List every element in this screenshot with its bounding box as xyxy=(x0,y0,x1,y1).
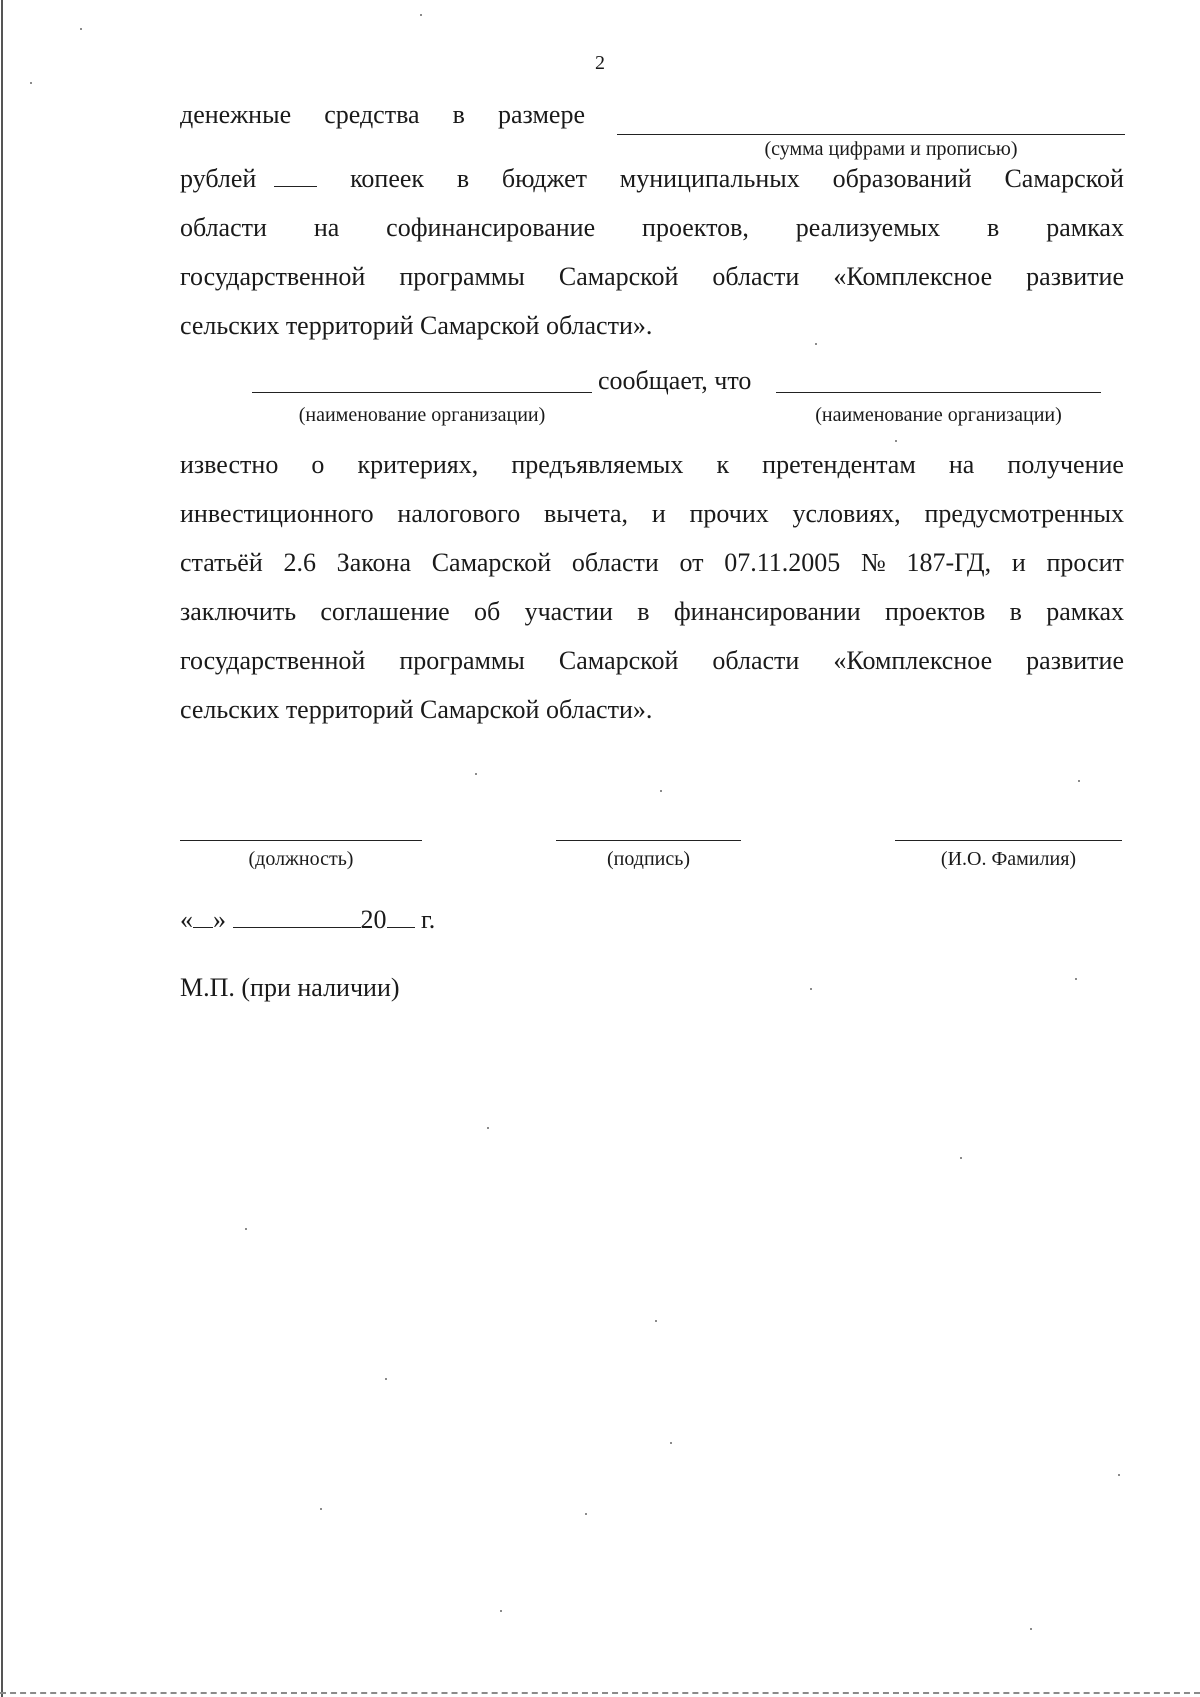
word: заключить xyxy=(180,597,297,626)
page-number: 2 xyxy=(595,52,605,74)
word: софинансирование xyxy=(386,213,596,242)
word: «Комплексное xyxy=(833,646,993,675)
word: развитие xyxy=(1026,262,1124,291)
day-blank xyxy=(193,926,213,928)
scan-bottom-edge xyxy=(0,1692,1200,1694)
org-caption-left: (наименование организации) xyxy=(298,404,546,426)
date-open-quote: « xyxy=(180,905,193,934)
year-prefix: 20 xyxy=(360,905,387,934)
position-caption: (должность) xyxy=(248,848,354,870)
word: на xyxy=(313,213,340,242)
stamp-note: М.П. (при наличии) xyxy=(180,973,400,1002)
year-blank xyxy=(387,926,415,928)
word: Самарской xyxy=(558,646,679,675)
word: соглашение xyxy=(320,597,450,626)
year-suffix: г. xyxy=(421,905,436,934)
word: критериях, xyxy=(357,450,479,479)
position-blank xyxy=(180,840,422,841)
word: рамках xyxy=(1046,213,1124,242)
word: проектов xyxy=(884,597,986,626)
scan-left-edge xyxy=(1,0,3,1697)
word: в xyxy=(456,164,470,193)
word: денежные xyxy=(180,100,292,129)
text-line xyxy=(180,597,1124,631)
word: области xyxy=(571,548,659,577)
word: предъявляемых xyxy=(511,450,684,479)
word: средства xyxy=(324,100,420,129)
word: 187-ГД, xyxy=(906,548,992,577)
word: рамках xyxy=(1046,597,1124,626)
org-blank-left xyxy=(252,392,592,393)
word: Закона xyxy=(336,548,412,577)
word: условиях, xyxy=(792,499,901,528)
word: и xyxy=(651,499,666,528)
scan-speck xyxy=(385,1378,387,1380)
text-line xyxy=(180,499,1124,533)
scan-speck xyxy=(420,14,422,16)
scan-speck xyxy=(80,28,82,30)
scan-speck xyxy=(30,82,32,84)
text-line xyxy=(180,450,1124,484)
scan-speck xyxy=(475,773,477,775)
word: вычета, xyxy=(543,499,629,528)
word: программы xyxy=(399,262,525,291)
word: рублей xyxy=(180,164,317,194)
word: налогового xyxy=(397,499,521,528)
word: участии xyxy=(524,597,613,626)
scan-speck xyxy=(655,1320,657,1322)
text-line xyxy=(180,213,1124,247)
word: получение xyxy=(1007,450,1124,479)
scan-speck xyxy=(320,1508,322,1510)
word: известно xyxy=(180,450,279,479)
text-line xyxy=(180,548,1124,582)
reports-text: сообщает, что xyxy=(598,366,752,395)
word: Самарской xyxy=(431,548,552,577)
org-caption-right: (наименование организации) xyxy=(815,404,1062,426)
scan-speck xyxy=(1118,1474,1120,1476)
word: предусмотренных xyxy=(924,499,1124,528)
name-blank xyxy=(895,840,1122,841)
word: о xyxy=(311,450,325,479)
date-line xyxy=(180,905,435,935)
word: программы xyxy=(399,646,525,675)
signature-blank xyxy=(556,840,741,841)
name-caption: (И.О. Фамилия) xyxy=(940,848,1077,870)
word: в xyxy=(987,213,1000,242)
scan-speck xyxy=(245,1228,247,1230)
word: в xyxy=(452,100,465,129)
scan-speck xyxy=(1030,1628,1032,1630)
date-close-quote: » xyxy=(213,905,226,934)
word: 2.6 xyxy=(283,548,316,577)
word: реализуемых xyxy=(795,213,941,242)
word: развитие xyxy=(1026,646,1124,675)
text-line xyxy=(180,262,1124,296)
scan-speck xyxy=(670,1442,672,1444)
amount-caption: (сумма цифрами и прописью) xyxy=(764,138,1018,160)
month-blank xyxy=(233,926,361,928)
word: бюджет xyxy=(501,164,587,193)
scan-speck xyxy=(585,1513,587,1515)
word: финансировании xyxy=(673,597,861,626)
word: области xyxy=(712,646,800,675)
scan-speck xyxy=(1075,978,1077,980)
org-blank-right xyxy=(776,392,1101,393)
amount-line xyxy=(180,100,1124,134)
scan-speck xyxy=(815,343,817,345)
word: области xyxy=(712,262,800,291)
text-line xyxy=(180,164,1124,198)
word: «Комплексное xyxy=(833,262,993,291)
word: государственной xyxy=(180,646,366,675)
text-line: сельских территорий Самарской области». xyxy=(180,695,653,724)
word: копеек xyxy=(350,164,425,193)
word: 07.11.2005 xyxy=(724,548,841,577)
word: об xyxy=(474,597,501,626)
kopecks-blank xyxy=(274,185,317,187)
word: на xyxy=(948,450,975,479)
word: в xyxy=(1009,597,1022,626)
word: к xyxy=(716,450,730,479)
amount-blank xyxy=(617,134,1125,135)
word: статьёй xyxy=(180,548,263,577)
word: муниципальных xyxy=(619,164,800,193)
word: в xyxy=(637,597,650,626)
word: проектов, xyxy=(642,213,749,242)
word: государственной xyxy=(180,262,366,291)
word: № xyxy=(861,548,886,577)
text-line xyxy=(180,646,1124,680)
word: размере xyxy=(498,100,585,129)
word: и xyxy=(1011,548,1026,577)
signature-caption: (подпись) xyxy=(606,848,691,870)
text-line: сельских территорий Самарской области». xyxy=(180,311,653,340)
word: Самарской xyxy=(1004,164,1124,193)
word: области xyxy=(180,213,267,242)
word: Самарской xyxy=(558,262,679,291)
scan-speck xyxy=(500,1610,502,1612)
word: инвестиционного xyxy=(180,499,374,528)
word: прочих xyxy=(689,499,769,528)
scan-speck xyxy=(487,1127,489,1129)
scan-speck xyxy=(810,988,812,990)
word: претендентам xyxy=(762,450,916,479)
scan-speck xyxy=(895,440,897,442)
word: образований xyxy=(832,164,972,193)
word: просит xyxy=(1046,548,1124,577)
scan-speck xyxy=(960,1157,962,1159)
word: от xyxy=(679,548,704,577)
scan-speck xyxy=(660,790,662,792)
scan-speck xyxy=(1078,780,1080,782)
